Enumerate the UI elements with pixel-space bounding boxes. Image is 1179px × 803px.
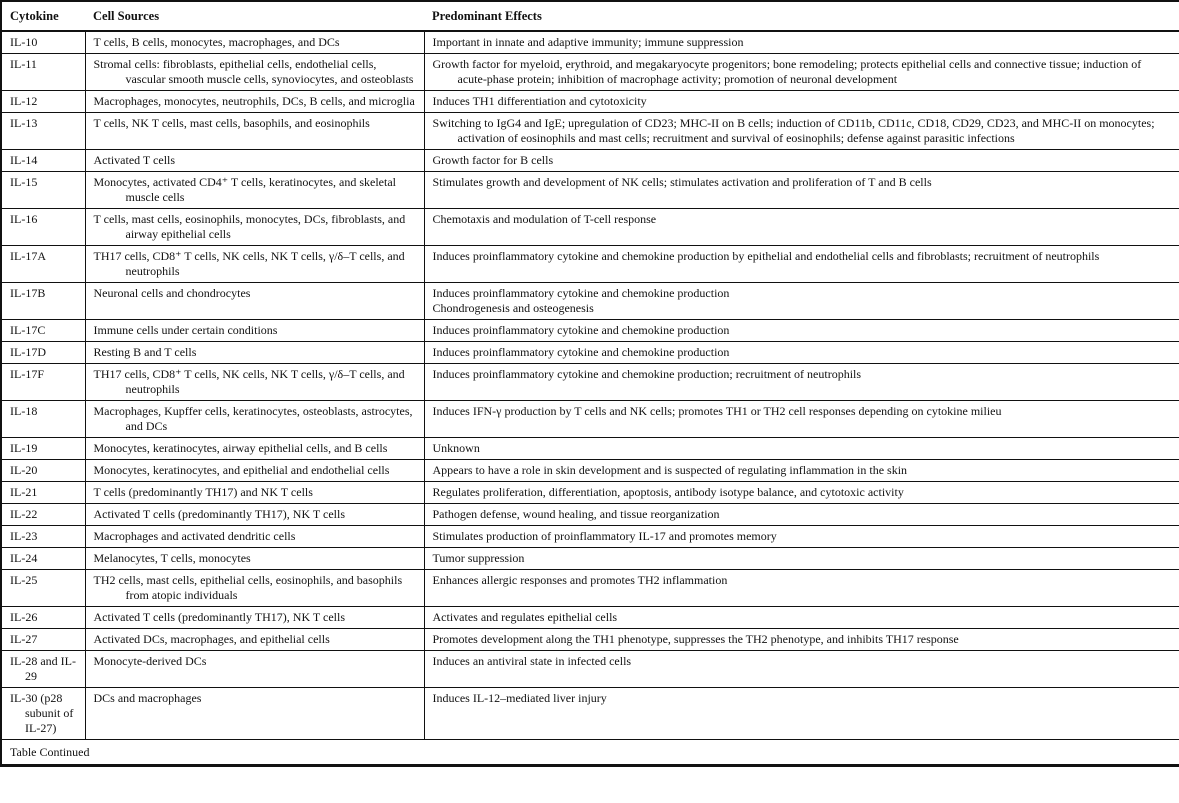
table-row xyxy=(1,570,1179,607)
cytokine-cell-text: IL-11 xyxy=(10,57,37,71)
cytokine-cell-text: IL-21 xyxy=(10,485,38,499)
cell-sources-cell xyxy=(85,342,424,364)
cytokine-cell-text: IL-14 xyxy=(10,153,38,167)
cytokine-cell xyxy=(1,364,85,401)
table-row xyxy=(1,91,1179,113)
table-continued-note: Table Continued xyxy=(1,740,1179,766)
predominant-effects-cell xyxy=(424,438,1179,460)
cell-sources-cell-text: T cells, mast cells, eosinophils, monocytes, DCs, fibroblasts, and airway epithelial cells xyxy=(93,212,406,241)
cytokine-cell-text: IL-12 xyxy=(10,94,38,108)
cell-sources-cell xyxy=(85,504,424,526)
predominant-effects-cell-text: Growth factor for B cells xyxy=(432,153,554,167)
cytokine-cell xyxy=(1,570,85,607)
cytokine-cell-text: IL-15 xyxy=(10,175,38,189)
predominant-effects-cell xyxy=(424,651,1179,688)
cell-sources-cell-text: Monocytes, keratinocytes, and epithelial and endothelial cells xyxy=(93,463,390,477)
cytokine-cell-text: IL-28 and IL-29 xyxy=(10,654,76,683)
table-row xyxy=(1,320,1179,342)
cell-sources-cell-text: Activated T cells (predominantly TH17), NK T cells xyxy=(93,507,346,521)
cell-sources-cell xyxy=(85,629,424,651)
predominant-effects-cell-text: Important in innate and adaptive immunity; immune suppression xyxy=(432,35,744,49)
cytokine-cell-text: IL-22 xyxy=(10,507,38,521)
cytokine-cell xyxy=(1,460,85,482)
cytokine-cell xyxy=(1,651,85,688)
table-row xyxy=(1,31,1179,54)
predominant-effects-cell xyxy=(424,91,1179,113)
predominant-effects-cell-text: Promotes development along the TH1 phenotype, suppresses the TH2 phenotype, and inhibits TH17 response xyxy=(432,632,959,646)
cytokine-cell xyxy=(1,150,85,172)
cell-sources-cell-text: TH17 cells, CD8⁺ T cells, NK cells, NK T cells, γ/δ–T cells, and neutrophils xyxy=(93,367,405,396)
cytokine-cell xyxy=(1,283,85,320)
predominant-effects-cell xyxy=(424,150,1179,172)
cytokine-cell xyxy=(1,54,85,91)
table-row xyxy=(1,54,1179,91)
cytokine-cell-text: IL-20 xyxy=(10,463,38,477)
cytokine-cell xyxy=(1,688,85,740)
cell-sources-cell xyxy=(85,209,424,246)
table-row xyxy=(1,364,1179,401)
predominant-effects-cell xyxy=(424,460,1179,482)
cell-sources-cell-text: Stromal cells: fibroblasts, epithelial cells, endothelial cells, vascular smooth muscle cells, synoviocytes, and osteoblasts xyxy=(93,57,414,86)
cell-sources-cell-text: DCs and macrophages xyxy=(93,691,202,705)
cytokine-cell-text: IL-16 xyxy=(10,212,38,226)
cell-sources-cell xyxy=(85,548,424,570)
predominant-effects-cell xyxy=(424,172,1179,209)
cell-sources-cell xyxy=(85,651,424,688)
table-row xyxy=(1,113,1179,150)
cell-sources-cell xyxy=(85,401,424,438)
predominant-effects-cell xyxy=(424,283,1179,320)
cell-sources-cell-text: Macrophages, Kupffer cells, keratinocytes, osteoblasts, astrocytes, and DCs xyxy=(93,404,413,433)
table-row xyxy=(1,607,1179,629)
cytokine-cell-text: IL-17D xyxy=(10,345,46,359)
table-row xyxy=(1,629,1179,651)
cell-sources-cell xyxy=(85,91,424,113)
cell-sources-cell xyxy=(85,526,424,548)
cytokine-cell xyxy=(1,548,85,570)
cell-sources-cell-text: Activated T cells (predominantly TH17), NK T cells xyxy=(93,610,346,624)
table-row xyxy=(1,209,1179,246)
predominant-effects-cell xyxy=(424,548,1179,570)
predominant-effects-cell xyxy=(424,113,1179,150)
cell-sources-cell-text: Monocyte-derived DCs xyxy=(93,654,207,668)
table-body xyxy=(1,31,1179,740)
predominant-effects-cell-text: Stimulates growth and development of NK cells; stimulates activation and proliferation of T and B cells xyxy=(432,175,932,189)
predominant-effects-cell xyxy=(424,526,1179,548)
predominant-effects-cell-text: Tumor suppression xyxy=(432,551,525,565)
predominant-effects-cell xyxy=(424,570,1179,607)
cell-sources-cell xyxy=(85,31,424,54)
predominant-effects-cell-text: Chondrogenesis and osteogenesis xyxy=(432,301,594,315)
table-row xyxy=(1,172,1179,209)
table-row xyxy=(1,342,1179,364)
cell-sources-cell xyxy=(85,246,424,283)
table-header xyxy=(1,1,1179,31)
cytokine-cell-text: IL-25 xyxy=(10,573,38,587)
cell-sources-cell xyxy=(85,283,424,320)
predominant-effects-cell xyxy=(424,688,1179,740)
table-row xyxy=(1,246,1179,283)
cell-sources-cell-text: TH2 cells, mast cells, epithelial cells, eosinophils, and basophils from atopic individuals xyxy=(93,573,403,602)
cell-sources-cell xyxy=(85,113,424,150)
table-row xyxy=(1,651,1179,688)
table-row xyxy=(1,438,1179,460)
cell-sources-cell-text: Immune cells under certain conditions xyxy=(93,323,278,337)
cytokine-cell-text: IL-17F xyxy=(10,367,44,381)
cell-sources-cell xyxy=(85,482,424,504)
predominant-effects-cell xyxy=(424,504,1179,526)
predominant-effects-cell xyxy=(424,364,1179,401)
cytokine-cell xyxy=(1,113,85,150)
cytokine-cell xyxy=(1,342,85,364)
predominant-effects-cell-text: Activates and regulates epithelial cells xyxy=(432,610,618,624)
cytokine-cell xyxy=(1,482,85,504)
cytokine-cell xyxy=(1,607,85,629)
predominant-effects-cell-text: Induces proinflammatory cytokine and chemokine production; recruitment of neutrophils xyxy=(432,367,862,381)
cell-sources-cell xyxy=(85,460,424,482)
predominant-effects-cell xyxy=(424,401,1179,438)
cell-sources-cell-text: Activated DCs, macrophages, and epithelial cells xyxy=(93,632,330,646)
predominant-effects-cell-text: Appears to have a role in skin development and is suspected of regulating inflammation in the skin xyxy=(432,463,908,477)
cell-sources-cell-text: Activated T cells xyxy=(93,153,176,167)
cytokine-cell-text: IL-13 xyxy=(10,116,38,130)
predominant-effects-cell-text: Switching to IgG4 and IgE; upregulation of CD23; MHC-II on B cells; induction of CD11b, CD11c, CD18, CD29, CD23, and MHC-II on monocytes; activation of eosinophils and mast cells; recruitment and survival of eosinophils; defense against parasitic infections xyxy=(432,116,1155,145)
cytokine-cell xyxy=(1,526,85,548)
predominant-effects-cell-text: Induces proinflammatory cytokine and chemokine production xyxy=(432,323,730,337)
predominant-effects-cell-text: Chemotaxis and modulation of T-cell response xyxy=(432,212,657,226)
cell-sources-cell-text: Macrophages and activated dendritic cells xyxy=(93,529,296,543)
table-row xyxy=(1,504,1179,526)
predominant-effects-cell-text: Regulates proliferation, differentiation, apoptosis, antibody isotype balance, and cytotoxic activity xyxy=(432,485,904,499)
table-row xyxy=(1,688,1179,740)
cell-sources-cell-text: Macrophages, monocytes, neutrophils, DCs, B cells, and microglia xyxy=(93,94,415,108)
table-row xyxy=(1,460,1179,482)
predominant-effects-cell xyxy=(424,320,1179,342)
cell-sources-cell-text: T cells, B cells, monocytes, macrophages, and DCs xyxy=(93,35,340,49)
cell-sources-cell-text: T cells (predominantly TH17) and NK T cells xyxy=(93,485,313,499)
predominant-effects-cell-text: Induces IL-12–mediated liver injury xyxy=(432,691,607,705)
cytokine-cell xyxy=(1,91,85,113)
cell-sources-cell xyxy=(85,607,424,629)
cytokine-cell-text: IL-23 xyxy=(10,529,38,543)
predominant-effects-cell xyxy=(424,54,1179,91)
cytokine-cell xyxy=(1,504,85,526)
cell-sources-cell-text: TH17 cells, CD8⁺ T cells, NK cells, NK T cells, γ/δ–T cells, and neutrophils xyxy=(93,249,405,278)
cytokine-cell-text: IL-18 xyxy=(10,404,38,418)
predominant-effects-cell-text: Induces TH1 differentiation and cytotoxicity xyxy=(432,94,647,108)
cell-sources-cell-text: T cells, NK T cells, mast cells, basophils, and eosinophils xyxy=(93,116,370,130)
cytokine-cell xyxy=(1,401,85,438)
predominant-effects-cell xyxy=(424,31,1179,54)
cell-sources-cell xyxy=(85,172,424,209)
predominant-effects-cell-text: Induces proinflammatory cytokine and chemokine production by epithelial and endothelial cells and fibroblasts; recruitment of neutrophils xyxy=(432,249,1100,263)
cell-sources-cell xyxy=(85,688,424,740)
cytokine-cell xyxy=(1,209,85,246)
predominant-effects-cell-text: Induces proinflammatory cytokine and chemokine production xyxy=(432,286,730,300)
cytokine-cell-text: IL-17B xyxy=(10,286,46,300)
cytokine-cell xyxy=(1,629,85,651)
predominant-effects-cell-text: Unknown xyxy=(432,441,480,455)
cell-sources-cell-text: Monocytes, activated CD4⁺ T cells, keratinocytes, and skeletal muscle cells xyxy=(93,175,396,204)
cell-sources-cell xyxy=(85,438,424,460)
predominant-effects-cell-text: Stimulates production of proinflammatory IL-17 and promotes memory xyxy=(432,529,777,543)
cell-sources-cell xyxy=(85,320,424,342)
cell-sources-cell xyxy=(85,54,424,91)
predominant-effects-cell xyxy=(424,607,1179,629)
cytokine-cell xyxy=(1,320,85,342)
table-row xyxy=(1,526,1179,548)
table-row xyxy=(1,482,1179,504)
cytokine-cell xyxy=(1,31,85,54)
predominant-effects-cell xyxy=(424,629,1179,651)
predominant-effects-cell-text: Pathogen defense, wound healing, and tissue reorganization xyxy=(432,507,720,521)
cytokine-cell-text: IL-17A xyxy=(10,249,46,263)
cytokine-cell xyxy=(1,246,85,283)
cytokine-cell xyxy=(1,172,85,209)
cell-sources-cell-text: Resting B and T cells xyxy=(93,345,197,359)
footer-row xyxy=(1,740,1179,766)
cell-sources-cell xyxy=(85,570,424,607)
predominant-effects-cell xyxy=(424,209,1179,246)
cell-sources-cell-text: Melanocytes, T cells, monocytes xyxy=(93,551,251,565)
cytokine-cell-text: IL-10 xyxy=(10,35,38,49)
cell-sources-cell-text: Monocytes, keratinocytes, airway epithelial cells, and B cells xyxy=(93,441,388,455)
cytokine-cell-text: IL-27 xyxy=(10,632,38,646)
cytokine-cell xyxy=(1,438,85,460)
predominant-effects-cell-text: Induces IFN-γ production by T cells and NK cells; promotes TH1 or TH2 cell responses depending on cytokine milieu xyxy=(432,404,1002,418)
cell-sources-cell xyxy=(85,364,424,401)
predominant-effects-cell-text: Growth factor for myeloid, erythroid, and megakaryocyte progenitors; bone remodeling; protects epithelial cells and connective tissue; induction of acute-phase protein; inhibition of macrophage activity; promotion of neuronal development xyxy=(432,57,1142,86)
column-header-predominant-effects: Predominant Effects xyxy=(424,1,1179,31)
table-row xyxy=(1,150,1179,172)
cell-sources-cell-text: Neuronal cells and chondrocytes xyxy=(93,286,251,300)
table-row xyxy=(1,283,1179,320)
predominant-effects-cell-text: Induces an antiviral state in infected cells xyxy=(432,654,632,668)
predominant-effects-cell-text: Enhances allergic responses and promotes TH2 inflammation xyxy=(432,573,728,587)
cytokine-cell-text: IL-19 xyxy=(10,441,38,455)
table-footer xyxy=(1,740,1179,766)
table-row xyxy=(1,401,1179,438)
cytokine-cell-text: IL-17C xyxy=(10,323,46,337)
predominant-effects-cell xyxy=(424,342,1179,364)
cytokine-cell-text: IL-24 xyxy=(10,551,38,565)
cell-sources-cell xyxy=(85,150,424,172)
predominant-effects-cell-text: Induces proinflammatory cytokine and chemokine production xyxy=(432,345,730,359)
cytokine-cell-text: IL-30 (p28 subunit of IL-27) xyxy=(10,691,74,735)
cytokine-cell-text: IL-26 xyxy=(10,610,38,624)
header-row xyxy=(1,1,1179,31)
table-row xyxy=(1,548,1179,570)
column-header-cell-sources: Cell Sources xyxy=(85,1,424,31)
predominant-effects-cell xyxy=(424,482,1179,504)
column-header-cytokine: Cytokine xyxy=(1,1,85,31)
predominant-effects-cell xyxy=(424,246,1179,283)
